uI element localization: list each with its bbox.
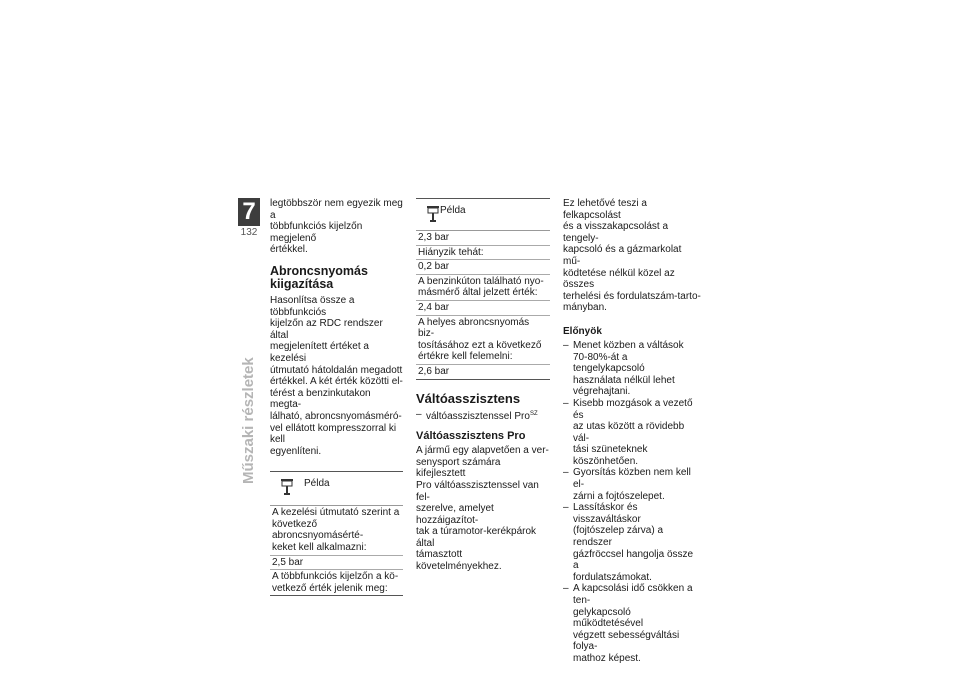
example-row: [416, 301, 550, 316]
text-line: értékkel.: [270, 244, 308, 256]
col3-intro: [563, 198, 701, 314]
list-item: [563, 502, 701, 583]
text-line: A többfunkciós kijelzőn a kö-: [272, 571, 399, 583]
text-line: A benzinkúton található nyo-: [418, 275, 544, 287]
pressure-gauge-icon: [280, 478, 294, 496]
column-1: [270, 198, 403, 596]
example-row: [416, 260, 550, 275]
text-line: ködtetése nélkül közel az összes: [563, 267, 675, 291]
example-table-1: [270, 471, 403, 596]
col1-body: [270, 295, 403, 457]
text-line: senysport számára kifejlesztett: [416, 456, 501, 480]
text-line: 2,6 bar: [418, 365, 450, 377]
example-label: Példa: [440, 205, 466, 216]
text-line: következő abroncsnyomásérté-: [272, 518, 364, 542]
example-table-2: [416, 198, 550, 380]
text-line: vetkező érték jelenik meg:: [272, 582, 388, 594]
example-header: [416, 199, 550, 231]
text-line: gelykapcsoló működtetésével: [573, 606, 644, 630]
text-line: többfunkciós kijelzőn megjelenő: [270, 221, 363, 244]
example-row: [416, 231, 550, 246]
text-line: szerelve, amelyet hozzáigazítot-: [416, 503, 494, 526]
text-line: Ez lehetővé teszi a felkapcsolást: [563, 198, 647, 221]
text-line: értékre kell felemelni:: [418, 351, 513, 363]
text-line: Kisebb mozgások a vezető és: [573, 397, 693, 421]
text-line: használata nélkül lehet: [573, 374, 675, 386]
column-2: [416, 198, 550, 573]
list-item: [563, 467, 701, 502]
option-code: SZ: [529, 410, 538, 417]
example-row: [270, 506, 403, 555]
col1-intro: [270, 198, 403, 256]
example-row: [416, 316, 550, 365]
text-line: vel ellátott kompresszorral ki kell: [270, 422, 397, 446]
example-row: [416, 275, 550, 301]
list-item: [563, 340, 701, 398]
text-line: terhelési és fordulatszám-tarto-: [563, 290, 701, 302]
section-heading-tire-pressure: [270, 265, 403, 292]
text-line: 2,5 bar: [272, 556, 304, 568]
text-line: végzett sebességváltási folya-: [573, 629, 680, 653]
list-item: [563, 583, 701, 664]
text-line: 0,2 bar: [418, 261, 450, 273]
text-line: A kapcsolási idő csökken a ten-: [573, 583, 693, 606]
text-line: lálható, abroncsnyomásméró-: [270, 410, 402, 422]
page-number: 132: [240, 227, 258, 238]
option-list: [416, 409, 550, 423]
text-line: gázfröccsel hangolja össze a: [573, 548, 694, 572]
text-line: tak a túramotor-kerékpárok által: [416, 526, 537, 549]
chapter-title-text: Műszaki részletek: [240, 357, 257, 484]
text-line: útmutató hátoldalán megadott: [270, 364, 403, 376]
chapter-title: [234, 357, 264, 484]
section-heading-shift-assist: Váltóasszisztens: [416, 390, 521, 406]
text-line: megjelenített értéket a kezelési: [270, 341, 369, 364]
advantages-list: [563, 340, 701, 665]
text-line: A helyes abroncsnyomás biz-: [418, 316, 530, 340]
text-line: az utas között a rövidebb vál-: [573, 421, 685, 444]
text-line: legtöbbször nem egyezik meg a: [270, 198, 403, 221]
text-line: értékkel. A két érték közötti el-: [270, 376, 403, 388]
text-line: 2,4 bar: [418, 301, 450, 313]
text-line: Gyorsítás közben nem kell el-: [573, 467, 691, 491]
example-label: Példa: [304, 478, 330, 490]
text-line: másmérő által jelzett érték:: [418, 287, 538, 299]
option-text: váltóasszisztenssel Pro: [426, 410, 530, 422]
text-line: mathoz képest.: [573, 652, 641, 664]
text-line: A kezelési útmutató szerint a: [272, 507, 400, 519]
text-line: Hiányzik tehát:: [418, 246, 484, 258]
text-line: (fojtószelep zárva) a rendszer: [573, 525, 664, 549]
example-row: [416, 365, 550, 379]
example-row: [270, 570, 403, 595]
col2-body: [416, 445, 550, 573]
text-line: egyenlíteni.: [270, 445, 322, 457]
text-line: 2,3 bar: [418, 232, 450, 243]
text-line: Hasonlítsa össze a többfunkciós: [270, 294, 355, 318]
text-line: és a visszakapcsolást a tengely-: [563, 221, 669, 244]
subheading-shift-assist-pro: Váltóasszisztens Pro: [416, 430, 526, 443]
example-row: [270, 556, 403, 571]
heading-line: kiigazítása: [270, 277, 334, 292]
text-line: zárni a fojtószelepet.: [573, 490, 665, 502]
text-line: Pro váltóasszisztenssel van fel-: [416, 479, 539, 503]
option-item: [416, 409, 550, 423]
text-line: fordulatszámokat.: [573, 571, 652, 583]
heading-line: Abroncsnyomás: [270, 263, 368, 278]
text-line: Lassításkor és visszaváltáskor: [573, 502, 641, 525]
text-line: 70-80%-át a tengelykapcsoló: [573, 351, 645, 375]
text-line: támasztott követelményekhez.: [416, 549, 502, 573]
text-line: Menet közben a váltások: [573, 339, 684, 351]
section-heading-advantages: Előnyök: [563, 325, 602, 337]
list-item: [563, 398, 701, 468]
text-line: térést a benzinkutakon megta-: [270, 387, 371, 411]
text-line: mányban.: [563, 302, 607, 314]
text-line: tási szüneteknek köszönhetően.: [573, 444, 648, 467]
chapter-marker: [238, 198, 260, 238]
example-row: [416, 246, 550, 261]
chapter-number: 7: [238, 198, 260, 226]
column-3: [563, 198, 701, 665]
example-header: [270, 472, 403, 506]
text-line: keket kell alkalmazni:: [272, 542, 367, 554]
text-line: tosításához ezt a következő: [418, 339, 542, 351]
text-line: végrehajtani.: [573, 386, 631, 398]
pressure-gauge-icon: [426, 205, 440, 223]
text-line: A jármű egy alapvetően a ver-: [416, 445, 549, 457]
text-line: kapcsoló és a gázmarkolat mű-: [563, 244, 682, 267]
text-line: kijelzőn az RDC rendszer által: [270, 318, 383, 341]
